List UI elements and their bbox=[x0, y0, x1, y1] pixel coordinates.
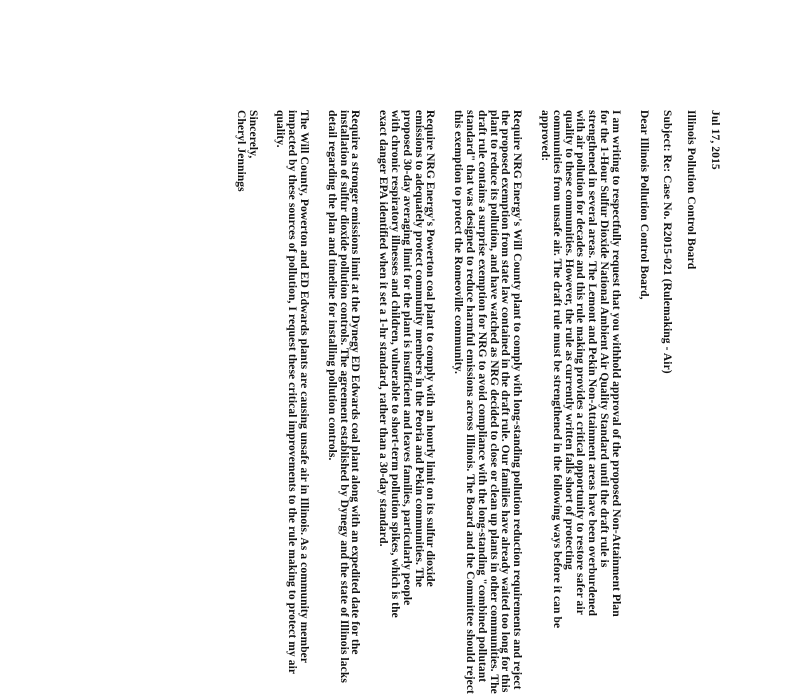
letter-recipient: Illinois Pollution Control Board bbox=[685, 110, 698, 270]
letter-salutation: Dear Illinois Pollution Control Board, bbox=[637, 110, 650, 300]
letter-paragraph: Require NRG Energy's Powerton coal plant to comply with an hourly limit on its sulfur dioxide emissions to adequately protect community members in the Peoria and Pekin communities. The proposed 30-day averaging limit for the plant is insufficient and leaves families, particularly people with chronic respiratory illnesses and children, vulnerable to short-term pollution spikes, which is the exact danger EPA identified when it set a 1-hr standard, rather than a 30-day standard. bbox=[377, 110, 437, 618]
letter-paragraph: I am writing to respectfully request that you withhold approval of the proposed Non-Attainment Plan for the 1-Hour Sulfur Dioxide National Ambient Air Quality Standard until the draft rule is strengthened in several areas. The Lemont and Pekin Non-Attainment areas have been overburdened with air pollution for decades and this rule making provides a critical opportunity to restore safer air quality to these communities. However, the rule as currently written falls short of protecting communities from unsafe air. The draft rule must be strengthened in the following ways before it can be approved: bbox=[539, 110, 622, 629]
letter-paragraph: The Will County, Powerton and ED Edwards plants are causing unsafe air in Illinois. As a community member impacted by these sources of pollution, I request these critical improvements to the rule making to protect my air quality. bbox=[274, 110, 311, 674]
letter-document bbox=[234, 110, 721, 694]
letter-signature: Cheryl Jennings bbox=[234, 110, 247, 192]
letter-closing: Sincerely, bbox=[246, 110, 259, 159]
letter-paragraph: Require a stronger emissions limit at the Dynegy ED Edwards coal plant along with an expedited date for the installation of sulfur dioxide pollution controls. The agreement established by Dynegy and the state of Illinois lacks detail regarding the plan and timeline for installing pollution controls. bbox=[325, 110, 362, 683]
letter-date: Jul 17, 2015 bbox=[709, 110, 721, 170]
letter-paragraph: Require NRG Energy's Will County plant to comply with long-standing pollution reduction requirements and reject the proposed exemption from state law contained in the draft rule. Our families have already waited too long for this plant to reduce its pollution, and have watched as NRG decided to close or clean up plants in other communities. The draft rule contains a surprise exemption for NRG to avoid compliance with the long-standing "combined pollutant standard" that was designed to reduce harmful emissions across Illinois. The Board and the Committee should reject this exemption to protect the Romeoville community. bbox=[452, 110, 524, 694]
letter-subject: Subject: Re: Case No. R2015-021 (Rulemaking - Air) bbox=[661, 110, 674, 374]
